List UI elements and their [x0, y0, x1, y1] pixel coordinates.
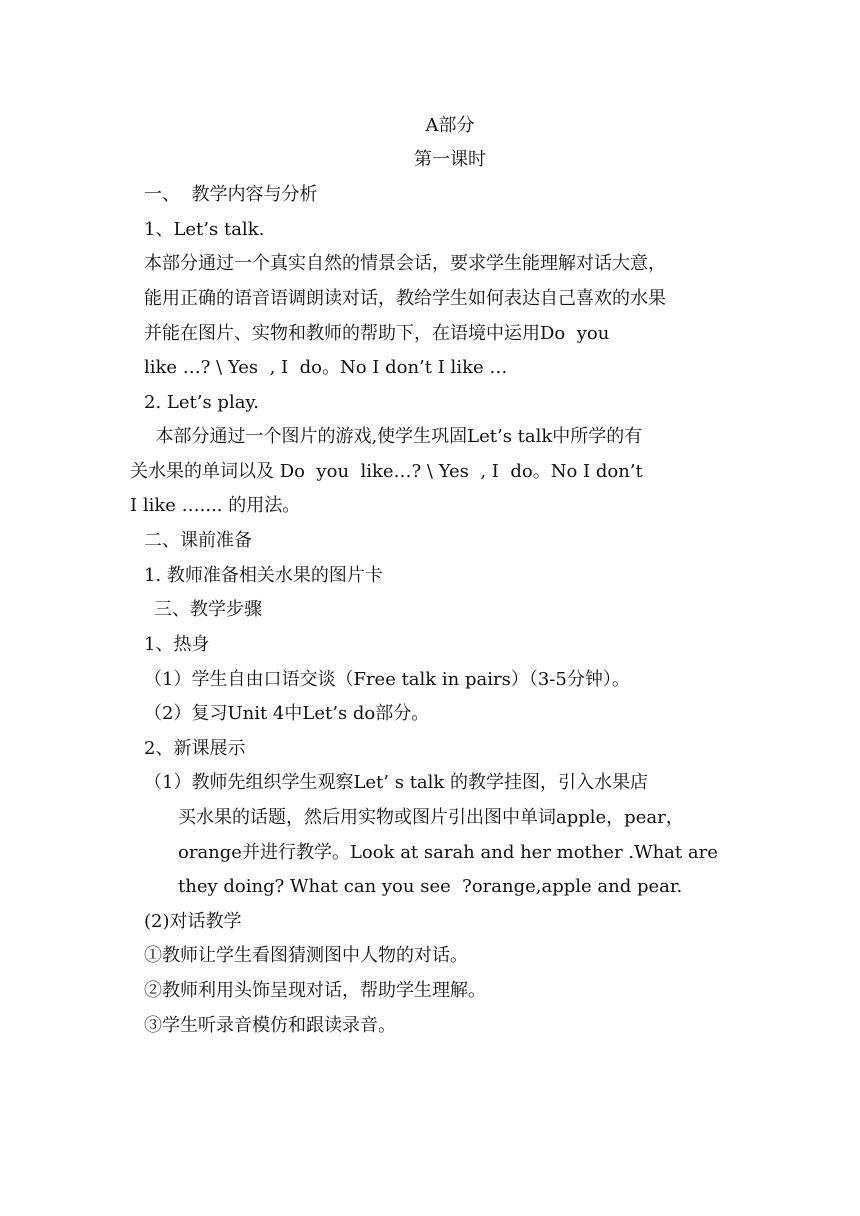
dialogue-step: ③学生听录音模仿和跟读录音。 — [144, 1015, 396, 1036]
dialogue-step: ①教师让学生看图猜测图中人物的对话。 — [144, 945, 468, 966]
step-2-item-line: orange并进行教学。Look at sarah and her mother .What are — [178, 842, 718, 863]
item-2-paragraph-line: I like ….... 的用法。 — [130, 495, 301, 516]
step-2-item-line: 买水果的话题，然后用实物或图片引出图中单词apple，pear， — [178, 807, 684, 828]
item-1-title: 1、Let’s talk. — [144, 219, 265, 240]
item-2-paragraph-line: 关水果的单词以及 Do you like…? \ Yes , I do。No I don’t — [130, 461, 643, 482]
item-1-paragraph-line: 能用正确的语音语调朗读对话，教给学生如何表达自己喜欢的水果 — [144, 288, 666, 309]
item-2-title: 2. Let’s play. — [144, 392, 259, 413]
dialogue-teaching-title: (2)对话教学 — [144, 911, 242, 932]
lesson-heading: 第一课时 — [414, 149, 486, 170]
section-1-title: 一、 教学内容与分析 — [144, 184, 318, 205]
step-1-item: （1）学生自由口语交谈（Free talk in pairs）（3-5分钟）。 — [144, 669, 630, 690]
step-2-item-line: they doing? What can you see ?orange,apple and pear. — [178, 876, 683, 897]
part-heading: A部分 — [425, 115, 475, 136]
item-1-paragraph-line: 本部分通过一个真实自然的情景会话，要求学生能理解对话大意， — [144, 253, 666, 274]
item-2-paragraph-line: 本部分通过一个图片的游戏,使学生巩固Let’s talk中所学的有 — [144, 426, 643, 447]
section-2-title: 二、课前准备 — [144, 530, 252, 551]
item-1-paragraph-line: like …? \ Yes , I do。No I don’t I like … — [144, 357, 508, 378]
dialogue-step: ②教师利用头饰呈现对话，帮助学生理解。 — [144, 980, 486, 1001]
step-1-title: 1、热身 — [144, 634, 210, 655]
section-3-title: 三、教学步骤 — [154, 599, 262, 620]
step-1-item: （2）复习Unit 4中Let’s do部分。 — [144, 703, 430, 724]
item-1-paragraph-line: 并能在图片、实物和教师的帮助下，在语境中运用Do you — [144, 323, 610, 344]
step-2-item-line: （1）教师先组织学生观察Let’ s talk 的教学挂图，引入水果店 — [144, 772, 649, 793]
prep-item: 1. 教师准备相关水果的图片卡 — [144, 565, 383, 586]
step-2-title: 2、新课展示 — [144, 738, 246, 759]
